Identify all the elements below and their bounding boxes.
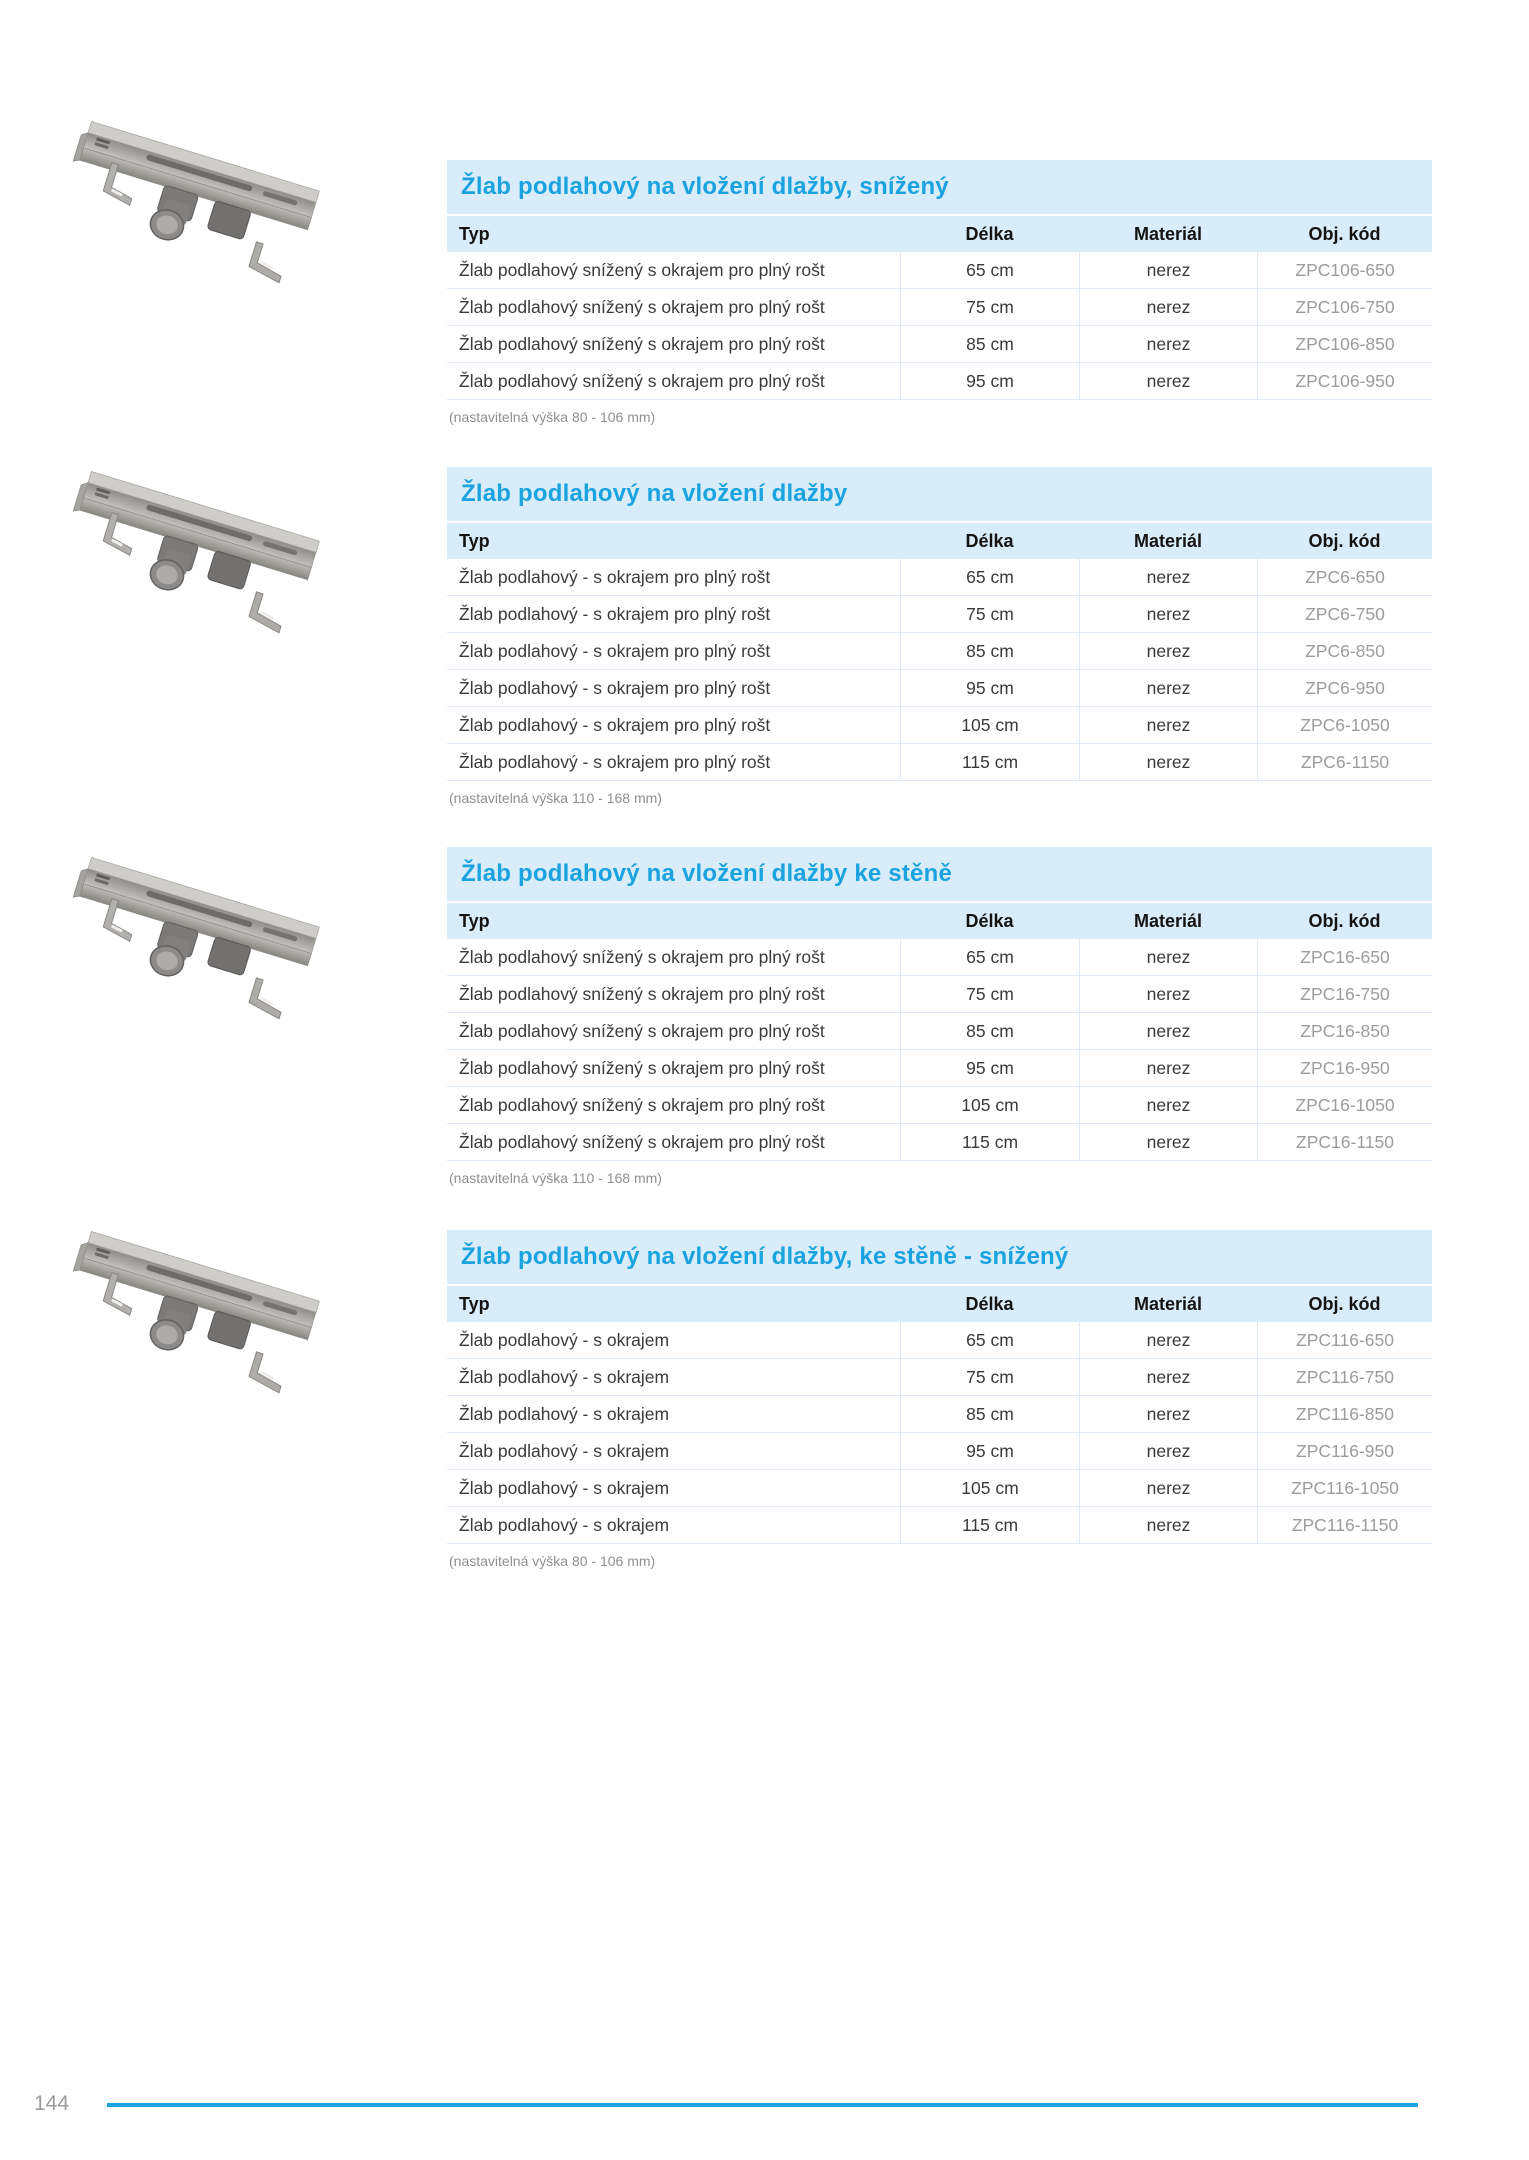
cell-material: nerez <box>1079 363 1257 399</box>
column-header-material: Materiál <box>1133 910 1203 931</box>
cell-delka: 75 cm <box>900 289 1079 325</box>
cell-objkod: ZPC116-950 <box>1257 1433 1432 1469</box>
cell-typ: Žlab podlahový - s okrajem <box>459 1477 670 1498</box>
footer-rule <box>107 2103 1418 2107</box>
cell-objkod: ZPC16-650 <box>1257 939 1432 975</box>
cell-objkod: ZPC116-850 <box>1257 1396 1432 1432</box>
table-body <box>447 252 1432 400</box>
cell-objkod: ZPC16-1150 <box>1257 1124 1432 1160</box>
cell-objkod: ZPC116-1150 <box>1257 1507 1432 1543</box>
table-title: Žlab podlahový na vložení dlažby <box>461 480 848 507</box>
cell-material: nerez <box>1079 559 1257 595</box>
cell-objkod: ZPC106-850 <box>1257 326 1432 362</box>
table-footnote: (nastavitelná výška 110 - 168 mm) <box>449 790 662 806</box>
column-header-typ: Typ <box>459 910 490 931</box>
table-row <box>447 744 1432 781</box>
cell-delka: 75 cm <box>900 1359 1079 1395</box>
product-table-1 <box>447 160 1432 425</box>
cell-typ: Žlab podlahový snížený s okrajem pro plný rošt <box>459 983 825 1004</box>
cell-delka: 95 cm <box>900 1433 1079 1469</box>
cell-material: nerez <box>1079 1013 1257 1049</box>
cell-material: nerez <box>1079 1124 1257 1160</box>
cell-delka: 65 cm <box>900 559 1079 595</box>
table-body <box>447 1322 1432 1544</box>
table-footnote: (nastavitelná výška 110 - 168 mm) <box>449 1170 662 1186</box>
cell-delka: 65 cm <box>900 252 1079 288</box>
cell-typ: Žlab podlahový snížený s okrajem pro plný rošt <box>459 370 825 391</box>
table-row <box>447 1013 1432 1050</box>
table-row <box>447 939 1432 976</box>
table-row <box>447 1087 1432 1124</box>
cell-material: nerez <box>1079 939 1257 975</box>
cell-material: nerez <box>1079 1322 1257 1358</box>
cell-objkod: ZPC106-650 <box>1257 252 1432 288</box>
column-header-typ: Typ <box>459 1293 490 1314</box>
cell-material: nerez <box>1079 1470 1257 1506</box>
cell-typ: Žlab podlahový - s okrajem <box>459 1366 670 1387</box>
cell-material: nerez <box>1079 633 1257 669</box>
cell-typ: Žlab podlahový snížený s okrajem pro plný rošt <box>459 1094 825 1115</box>
cell-objkod: ZPC16-950 <box>1257 1050 1432 1086</box>
cell-typ: Žlab podlahový - s okrajem pro plný rošt <box>459 677 771 698</box>
cell-delka: 115 cm <box>900 744 1079 780</box>
table-row <box>447 252 1432 289</box>
column-header-delka: Délka <box>965 1293 1014 1314</box>
product-table-3 <box>447 847 1432 1186</box>
table-row <box>447 363 1432 400</box>
cell-material: nerez <box>1079 1433 1257 1469</box>
cell-material: nerez <box>1079 1507 1257 1543</box>
table-row <box>447 289 1432 326</box>
cell-material: nerez <box>1079 326 1257 362</box>
table-row <box>447 1507 1432 1544</box>
table-row <box>447 326 1432 363</box>
cell-material: nerez <box>1079 1396 1257 1432</box>
cell-typ: Žlab podlahový snížený s okrajem pro plný rošt <box>459 1020 825 1041</box>
column-header-delka: Délka <box>965 530 1014 551</box>
table-title-band <box>447 1230 1432 1284</box>
table-row <box>447 1396 1432 1433</box>
cell-delka: 105 cm <box>900 1470 1079 1506</box>
column-header-typ: Typ <box>459 530 490 551</box>
table-footnote: (nastavitelná výška 80 - 106 mm) <box>449 1553 656 1569</box>
cell-objkod: ZPC16-750 <box>1257 976 1432 1012</box>
product-table-4 <box>447 1230 1432 1569</box>
cell-objkod: ZPC106-750 <box>1257 289 1432 325</box>
table-row <box>447 1050 1432 1087</box>
table-header-row <box>447 1286 1432 1322</box>
cell-delka: 65 cm <box>900 939 1079 975</box>
cell-typ: Žlab podlahový - s okrajem pro plný rošt <box>459 640 771 661</box>
table-header-row <box>447 216 1432 252</box>
cell-typ: Žlab podlahový - s okrajem <box>459 1514 670 1535</box>
cell-material: nerez <box>1079 707 1257 743</box>
table-header-row <box>447 523 1432 559</box>
column-header-typ: Typ <box>459 223 490 244</box>
product-table-2 <box>447 467 1432 806</box>
column-header-delka: Délka <box>965 223 1014 244</box>
cell-delka: 115 cm <box>900 1507 1079 1543</box>
cell-typ: Žlab podlahový snížený s okrajem pro plný rošt <box>459 946 825 967</box>
cell-objkod: ZPC116-650 <box>1257 1322 1432 1358</box>
column-header-material: Materiál <box>1133 530 1203 551</box>
table-row <box>447 596 1432 633</box>
cell-material: nerez <box>1079 670 1257 706</box>
cell-objkod: ZPC6-650 <box>1257 559 1432 595</box>
cell-typ: Žlab podlahový snížený s okrajem pro plný rošt <box>459 259 825 280</box>
cell-material: nerez <box>1079 744 1257 780</box>
cell-typ: Žlab podlahový - s okrajem pro plný rošt <box>459 566 771 587</box>
cell-material: nerez <box>1079 1087 1257 1123</box>
table-row <box>447 670 1432 707</box>
cell-objkod: ZPC16-1050 <box>1257 1087 1432 1123</box>
table-title-band <box>447 847 1432 901</box>
cell-objkod: ZPC106-950 <box>1257 363 1432 399</box>
column-header-objkod: Obj. kód <box>1308 223 1381 244</box>
cell-material: nerez <box>1079 252 1257 288</box>
cell-delka: 85 cm <box>900 326 1079 362</box>
cell-delka: 75 cm <box>900 976 1079 1012</box>
table-title: Žlab podlahový na vložení dlažby, snížený <box>461 173 949 200</box>
table-row <box>447 1470 1432 1507</box>
cell-typ: Žlab podlahový snížený s okrajem pro plný rošt <box>459 1131 825 1152</box>
cell-material: nerez <box>1079 1359 1257 1395</box>
table-row <box>447 559 1432 596</box>
cell-material: nerez <box>1079 596 1257 632</box>
cell-objkod: ZPC16-850 <box>1257 1013 1432 1049</box>
table-body <box>447 939 1432 1161</box>
table-row <box>447 1322 1432 1359</box>
table-body <box>447 559 1432 781</box>
table-title: Žlab podlahový na vložení dlažby ke stěně <box>461 860 952 887</box>
cell-objkod: ZPC6-1050 <box>1257 707 1432 743</box>
cell-delka: 115 cm <box>900 1124 1079 1160</box>
table-row <box>447 976 1432 1013</box>
cell-delka: 75 cm <box>900 596 1079 632</box>
column-header-delka: Délka <box>965 910 1014 931</box>
cell-objkod: ZPC6-950 <box>1257 670 1432 706</box>
product-image-drain-channel-2 <box>66 452 322 652</box>
cell-delka: 105 cm <box>900 1087 1079 1123</box>
table-row <box>447 1359 1432 1396</box>
cell-typ: Žlab podlahový - s okrajem <box>459 1403 670 1424</box>
table-header-row <box>447 903 1432 939</box>
page-number: 144 <box>34 2092 70 2115</box>
cell-typ: Žlab podlahový - s okrajem <box>459 1329 670 1350</box>
column-header-objkod: Obj. kód <box>1308 530 1381 551</box>
cell-objkod: ZPC6-1150 <box>1257 744 1432 780</box>
table-row <box>447 707 1432 744</box>
cell-delka: 85 cm <box>900 1396 1079 1432</box>
table-title: Žlab podlahový na vložení dlažby, ke stěně - snížený <box>461 1243 1069 1270</box>
column-header-material: Materiál <box>1133 1293 1203 1314</box>
cell-material: nerez <box>1079 976 1257 1012</box>
table-row <box>447 1433 1432 1470</box>
cell-delka: 95 cm <box>900 670 1079 706</box>
cell-material: nerez <box>1079 1050 1257 1086</box>
cell-typ: Žlab podlahový - s okrajem pro plný rošt <box>459 751 771 772</box>
cell-objkod: ZPC6-750 <box>1257 596 1432 632</box>
cell-delka: 85 cm <box>900 633 1079 669</box>
product-image-drain-channel-4 <box>66 1212 322 1412</box>
cell-typ: Žlab podlahový - s okrajem pro plný rošt <box>459 603 771 624</box>
column-header-objkod: Obj. kód <box>1308 910 1381 931</box>
cell-delka: 95 cm <box>900 363 1079 399</box>
product-image-drain-channel-1 <box>66 102 322 302</box>
cell-typ: Žlab podlahový - s okrajem pro plný rošt <box>459 714 771 735</box>
cell-typ: Žlab podlahový snížený s okrajem pro plný rošt <box>459 333 825 354</box>
cell-typ: Žlab podlahový snížený s okrajem pro plný rošt <box>459 296 825 317</box>
cell-objkod: ZPC6-850 <box>1257 633 1432 669</box>
table-title-band <box>447 467 1432 521</box>
table-row <box>447 633 1432 670</box>
cell-delka: 85 cm <box>900 1013 1079 1049</box>
column-header-material: Materiál <box>1133 223 1203 244</box>
cell-material: nerez <box>1079 289 1257 325</box>
table-row <box>447 1124 1432 1161</box>
cell-typ: Žlab podlahový - s okrajem <box>459 1440 670 1461</box>
product-image-drain-channel-3 <box>66 838 322 1038</box>
cell-objkod: ZPC116-750 <box>1257 1359 1432 1395</box>
column-header-objkod: Obj. kód <box>1308 1293 1381 1314</box>
cell-objkod: ZPC116-1050 <box>1257 1470 1432 1506</box>
cell-delka: 95 cm <box>900 1050 1079 1086</box>
table-title-band <box>447 160 1432 214</box>
cell-typ: Žlab podlahový snížený s okrajem pro plný rošt <box>459 1057 825 1078</box>
cell-delka: 105 cm <box>900 707 1079 743</box>
table-footnote: (nastavitelná výška 80 - 106 mm) <box>449 409 656 425</box>
cell-delka: 65 cm <box>900 1322 1079 1358</box>
